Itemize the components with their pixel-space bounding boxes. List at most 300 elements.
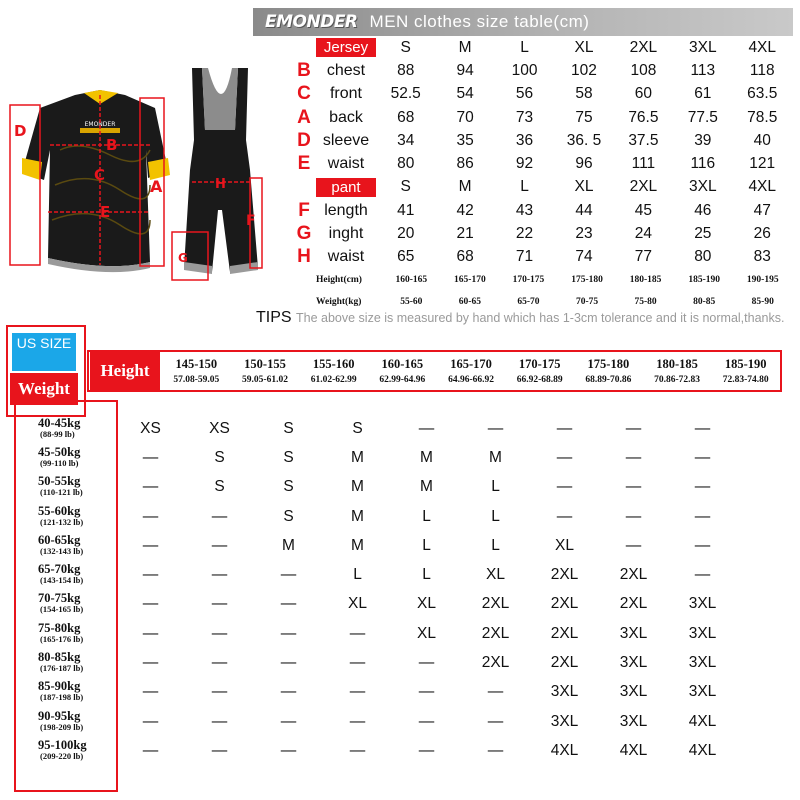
size-cell: 3XL [619, 683, 648, 701]
row-letter: B [297, 59, 311, 81]
height-badge: Height [90, 351, 160, 391]
size-cell: — [142, 654, 159, 672]
size-cell: S [352, 419, 363, 437]
size-cell: 2XL [619, 566, 648, 584]
size-cell: L [353, 566, 362, 584]
size-cell: 2XL [550, 595, 579, 613]
size-cell: XS [140, 419, 161, 437]
size-heading: 4XL [748, 38, 777, 56]
size-cell: M [420, 448, 433, 466]
row-label: waist [327, 248, 365, 266]
size-cell: L [422, 566, 431, 584]
size-cell: — [211, 566, 228, 584]
weight-cell [16, 737, 116, 762]
row-label: sleeve [322, 131, 370, 149]
size-cell: 2XL [550, 566, 579, 584]
measurement-cell: 68 [456, 248, 474, 266]
height-columns [162, 352, 780, 390]
measurement-cell: 34 [397, 131, 415, 149]
weight-lb: (143-154 lb) [40, 575, 84, 586]
size-cell: — [418, 712, 435, 730]
size-cell: — [211, 536, 228, 554]
size-cell: XL [417, 624, 436, 642]
row-label: waist [327, 155, 365, 173]
weight-range-cell: 85-90 [751, 296, 774, 307]
height-range-row [316, 269, 792, 291]
size-heading: 2XL [629, 38, 658, 56]
measurement-cell: 52.5 [390, 85, 421, 103]
weight-kg: 95-100kg [38, 737, 87, 752]
size-heading: XL [574, 38, 594, 56]
weight-lb: (198-209 lb) [40, 721, 84, 732]
height-range-cell: 180-185 [629, 274, 662, 285]
height-cm: 150-155 [244, 357, 286, 371]
size-cell: — [556, 478, 573, 496]
measurement-cell: 100 [511, 61, 538, 79]
jersey-row-sleeve [292, 129, 792, 152]
height-column [162, 352, 231, 390]
row-label: front [329, 85, 362, 103]
size-cell: — [142, 741, 159, 759]
size-cell: S [283, 448, 294, 466]
size-cell: — [280, 566, 297, 584]
height-inch: 57.08-59.05 [173, 375, 220, 385]
size-cell: — [349, 741, 366, 759]
size-cell: — [349, 654, 366, 672]
measurement-cell: 77.5 [687, 108, 718, 126]
weight-kg: 45-50kg [38, 444, 81, 459]
height-inch: 59.05-61.02 [242, 375, 288, 385]
marker-g: G [178, 251, 188, 265]
height-column [505, 352, 574, 390]
measurement-cell: 71 [515, 248, 534, 266]
measurement-cell: 26 [753, 225, 771, 243]
jersey-illustration [10, 90, 170, 272]
pant-header-label: pant [316, 178, 376, 197]
measurement-cell: 80 [397, 155, 415, 173]
measurement-cell: 20 [397, 225, 415, 243]
size-cell: 3XL [688, 683, 717, 701]
size-cell: — [142, 712, 159, 730]
row-letter: F [298, 199, 310, 221]
size-cell: — [211, 683, 228, 701]
measurement-cell: 86 [456, 155, 474, 173]
height-range-cell: 160-165 [395, 274, 428, 285]
size-cell: — [142, 624, 159, 642]
jersey-brand-mark: EMONDER [84, 121, 116, 128]
size-cell: 2XL [481, 654, 510, 672]
size-cell: — [556, 507, 573, 525]
weight-cell [16, 652, 116, 674]
size-cell: XS [209, 419, 230, 437]
us-size-grid [16, 414, 792, 766]
height-cm: 180-185 [656, 357, 698, 371]
size-cell: — [556, 419, 573, 437]
measurement-cell: 36. 5 [566, 131, 602, 149]
size-cell: — [487, 419, 504, 437]
size-cell: — [280, 654, 297, 672]
weight-lb: (132-143 lb) [40, 545, 84, 556]
size-cell: — [211, 595, 228, 613]
marker-b: B [106, 136, 118, 154]
size-cell: — [211, 712, 228, 730]
size-cell: — [142, 507, 159, 525]
size-cell: L [422, 536, 431, 554]
jersey-header-row [292, 36, 792, 59]
table-row [16, 736, 792, 765]
pant-row-waist [292, 246, 792, 269]
weight-kg: 75-80kg [38, 620, 81, 635]
table-row [16, 414, 792, 443]
measurement-cell: 21 [456, 225, 474, 243]
size-cell: S [214, 478, 225, 496]
weight-lb: (154-165 lb) [40, 604, 84, 615]
size-cell: — [280, 712, 297, 730]
weight-kg: 55-60kg [38, 503, 81, 518]
height-inch: 64.96-66.92 [448, 375, 494, 385]
size-cell: S [283, 507, 294, 525]
measurement-cell: 118 [749, 61, 775, 79]
size-cell: — [487, 712, 504, 730]
size-cell: — [280, 683, 297, 701]
size-heading: 3XL [689, 38, 717, 56]
size-cell: 3XL [619, 712, 648, 730]
size-heading: 2XL [629, 178, 658, 196]
size-cell: M [282, 536, 295, 554]
size-cell: — [142, 595, 159, 613]
measurement-cell: 76.5 [628, 108, 659, 126]
size-cell: — [418, 654, 435, 672]
table-row [16, 590, 792, 619]
measurement-cell: 88 [397, 61, 415, 79]
measurement-cell: 42 [456, 201, 474, 219]
marker-f: F [246, 213, 256, 229]
table-row [16, 502, 792, 531]
size-cell: 2XL [481, 595, 510, 613]
size-heading: M [458, 178, 472, 196]
size-cell: S [283, 419, 294, 437]
size-cell: 3XL [688, 654, 717, 672]
marker-c: C [94, 166, 106, 184]
size-cell: 2XL [550, 654, 579, 672]
size-cell: 4XL [550, 741, 579, 759]
height-inch: 61.02-62.99 [310, 375, 357, 385]
measurement-cell: 45 [634, 201, 653, 219]
jersey-row-front [292, 83, 792, 106]
weight-cell [16, 476, 116, 498]
row-letter: A [297, 106, 311, 128]
size-heading: L [520, 178, 529, 196]
height-cm: 165-170 [450, 357, 492, 371]
row-label: length [324, 201, 368, 219]
size-cell: 4XL [619, 741, 648, 759]
size-cell: XL [555, 536, 574, 554]
bib-shorts-illustration [172, 68, 262, 280]
row-letter: G [296, 223, 312, 245]
pant-header-row [292, 176, 792, 199]
size-cell: — [142, 683, 159, 701]
size-cell: — [625, 419, 642, 437]
size-cell: — [280, 741, 297, 759]
measurement-cell: 111 [631, 155, 656, 173]
measurement-cell: 44 [575, 201, 593, 219]
measurement-cell: 121 [749, 155, 776, 173]
height-column [368, 352, 437, 390]
size-heading: XL [574, 178, 594, 196]
weight-range-cell: 75-80 [634, 296, 657, 307]
measurement-cell: 74 [575, 248, 593, 266]
height-cm: 170-175 [518, 357, 561, 371]
size-cell: — [142, 478, 159, 496]
weight-lb: (99-110 lb) [40, 457, 79, 468]
table-row [16, 707, 792, 736]
tips-label: TIPS [256, 309, 292, 326]
measurement-cell: 54 [456, 85, 474, 103]
height-range-cell: 190-195 [746, 274, 779, 285]
height-range-cell: 165-170 [454, 274, 486, 285]
measurement-cell: 116 [690, 155, 716, 173]
weight-cell [16, 444, 116, 469]
size-cell: S [214, 448, 225, 466]
tips-text: The above size is measured by hand which has 1-3cm tolerance and it is normal,thanks. [296, 311, 785, 325]
weight-cell [16, 503, 116, 528]
jersey-row-chest [292, 59, 792, 82]
measurement-cell: 78.5 [747, 108, 778, 126]
weight-lb: (176-187 lb) [40, 663, 84, 674]
size-cell: 4XL [688, 741, 717, 759]
size-heading: 3XL [689, 178, 717, 196]
height-column [711, 352, 780, 390]
marker-e: E [100, 203, 111, 221]
measurement-cell: 43 [515, 201, 534, 219]
size-cell: 3XL [688, 624, 717, 642]
measurement-cell: 61 [694, 85, 712, 103]
table-row [16, 531, 792, 560]
weight-lb: (121-132 lb) [40, 516, 84, 527]
marker-d: D [14, 122, 27, 140]
size-cell: M [351, 507, 364, 525]
measurement-cell: 75 [575, 108, 593, 126]
size-cell: — [625, 478, 642, 496]
size-cell: — [211, 654, 228, 672]
size-cell: — [694, 448, 711, 466]
weight-lb: (209-220 lb) [40, 750, 84, 761]
title-banner [253, 8, 793, 36]
weight-lb: (187-198 lb) [40, 692, 84, 703]
size-cell: — [625, 536, 642, 554]
size-cell: — [280, 595, 297, 613]
measurement-cell: 41 [397, 201, 415, 219]
brand-logo: EMONDER [265, 12, 358, 32]
size-cell: M [489, 448, 502, 466]
size-cell: — [487, 741, 504, 759]
weight-lb: (165-176 lb) [40, 633, 84, 644]
height-inch: 70.86-72.83 [654, 375, 700, 385]
measurement-cell: 25 [694, 225, 712, 243]
page-title: MEN clothes size table(cm) [369, 12, 590, 31]
size-cell: — [280, 624, 297, 642]
size-cell: 3XL [550, 683, 579, 701]
size-table [292, 36, 792, 313]
measurement-cell: 65 [397, 248, 415, 266]
size-cell: — [142, 566, 159, 584]
height-range-cell: 175-180 [571, 274, 603, 285]
height-column [574, 352, 643, 390]
height-cm: 155-160 [312, 357, 355, 371]
table-row [16, 648, 792, 677]
measurement-cell: 102 [571, 61, 597, 79]
weight-cell [16, 593, 116, 615]
table-row [16, 473, 792, 502]
weight-range-cell: 65-70 [517, 296, 540, 307]
weight-badge: Weight [10, 373, 78, 405]
height-column [437, 352, 506, 390]
marker-a: A [150, 177, 163, 196]
size-cell: — [694, 566, 711, 584]
row-label: chest [326, 61, 366, 79]
size-heading: L [520, 38, 529, 56]
size-cell: 3XL [688, 595, 717, 613]
height-column [231, 352, 300, 390]
table-row [16, 560, 792, 589]
size-cell: — [418, 741, 435, 759]
size-cell: — [694, 507, 711, 525]
size-cell: 2XL [481, 624, 510, 642]
size-cell: — [625, 448, 642, 466]
marker-h: H [215, 177, 226, 192]
size-cell: — [142, 536, 159, 554]
weight-cell [16, 564, 116, 586]
measurement-cell: 40 [753, 131, 771, 149]
size-cell: — [694, 478, 711, 496]
size-cell: — [142, 448, 159, 466]
weight-kg: 90-95kg [38, 708, 81, 723]
row-label: back [329, 108, 363, 126]
size-cell: — [211, 624, 228, 642]
size-cell: S [283, 478, 294, 496]
tips-note [256, 308, 786, 328]
measurement-cell: 94 [456, 61, 474, 79]
table-row [16, 678, 792, 707]
measurement-cell: 39 [694, 131, 712, 149]
measurement-cell: 22 [515, 225, 534, 243]
height-range-label: Height(cm) [316, 274, 362, 285]
row-letter: D [297, 129, 311, 151]
size-cell: XL [417, 595, 436, 613]
measurement-cell: 68 [397, 108, 415, 126]
size-heading: M [458, 38, 472, 56]
size-cell: M [351, 536, 364, 554]
size-cell: — [349, 624, 366, 642]
weight-range-cell: 55-60 [400, 296, 423, 307]
weight-kg: 40-45kg [38, 415, 81, 430]
weight-cell [16, 708, 116, 733]
weight-kg: 60-65kg [38, 532, 81, 547]
size-cell: 2XL [619, 595, 648, 613]
row-letter: E [297, 153, 311, 175]
measurement-cell: 35 [456, 131, 474, 149]
measurement-cell: 96 [575, 155, 593, 173]
size-cell: — [349, 712, 366, 730]
table-row [16, 443, 792, 472]
size-cell: — [487, 683, 504, 701]
weight-lb: (110-121 lb) [40, 487, 83, 498]
size-cell: M [351, 448, 364, 466]
size-heading: S [400, 178, 411, 196]
us-size-badge: US SIZE [12, 333, 76, 371]
height-cm: 145-150 [175, 357, 218, 371]
measurement-cell: 47 [753, 201, 771, 219]
size-cell: — [211, 741, 228, 759]
height-inch: 66.92-68.89 [516, 375, 563, 385]
size-cell: L [491, 507, 500, 525]
measurement-cell: 63.5 [747, 85, 778, 103]
measurement-cell: 113 [690, 61, 716, 79]
size-cell: M [420, 478, 433, 496]
weight-cell [16, 620, 116, 645]
weight-lb: (88-99 lb) [40, 428, 75, 439]
jersey-row-waist [292, 152, 792, 175]
height-cm: 160-165 [381, 357, 424, 371]
size-cell: — [211, 507, 228, 525]
weight-kg: 65-70kg [38, 562, 81, 577]
height-inch: 62.99-64.96 [379, 375, 426, 385]
size-cell: L [491, 536, 500, 554]
size-cell: — [556, 448, 573, 466]
garment-illustration [0, 60, 275, 295]
measurement-cell: 58 [575, 85, 593, 103]
table-row [16, 619, 792, 648]
measurement-cell: 92 [515, 155, 534, 173]
height-column [299, 352, 368, 390]
size-cell: — [625, 507, 642, 525]
weight-cell [16, 415, 116, 440]
size-cell: 2XL [550, 624, 579, 642]
measurement-cell: 70 [456, 108, 474, 126]
measurement-cell: 23 [575, 225, 593, 243]
weight-kg: 70-75kg [38, 591, 81, 606]
measurement-cell: 83 [753, 248, 771, 266]
size-cell: 3XL [550, 712, 579, 730]
size-cell: XL [348, 595, 367, 613]
size-cell: L [422, 507, 431, 525]
weight-range-cell: 60-65 [458, 296, 481, 307]
size-cell: 4XL [688, 712, 717, 730]
pant-row-inght [292, 222, 792, 245]
measurement-cell: 108 [630, 61, 657, 79]
measurement-cell: 36 [515, 131, 534, 149]
measurement-cell: 80 [694, 248, 712, 266]
weight-range-cell: 70-75 [575, 296, 599, 307]
measurement-cell: 24 [634, 225, 653, 243]
row-label: inght [328, 225, 364, 243]
height-cm: 185-190 [724, 357, 767, 371]
size-cell: — [694, 419, 711, 437]
size-cell: XL [486, 566, 505, 584]
size-cell: L [491, 478, 500, 496]
measurement-cell: 77 [634, 248, 653, 266]
row-letter: C [297, 83, 311, 105]
weight-kg: 80-85kg [38, 650, 81, 665]
size-cell: M [351, 478, 364, 496]
jersey-header-label: Jersey [316, 38, 376, 57]
height-range-cell: 170-175 [512, 274, 545, 285]
row-letter: H [297, 246, 311, 268]
size-cell: — [418, 419, 435, 437]
weight-cell [16, 532, 116, 557]
jersey-row-back [292, 106, 792, 129]
size-cell: — [418, 683, 435, 701]
